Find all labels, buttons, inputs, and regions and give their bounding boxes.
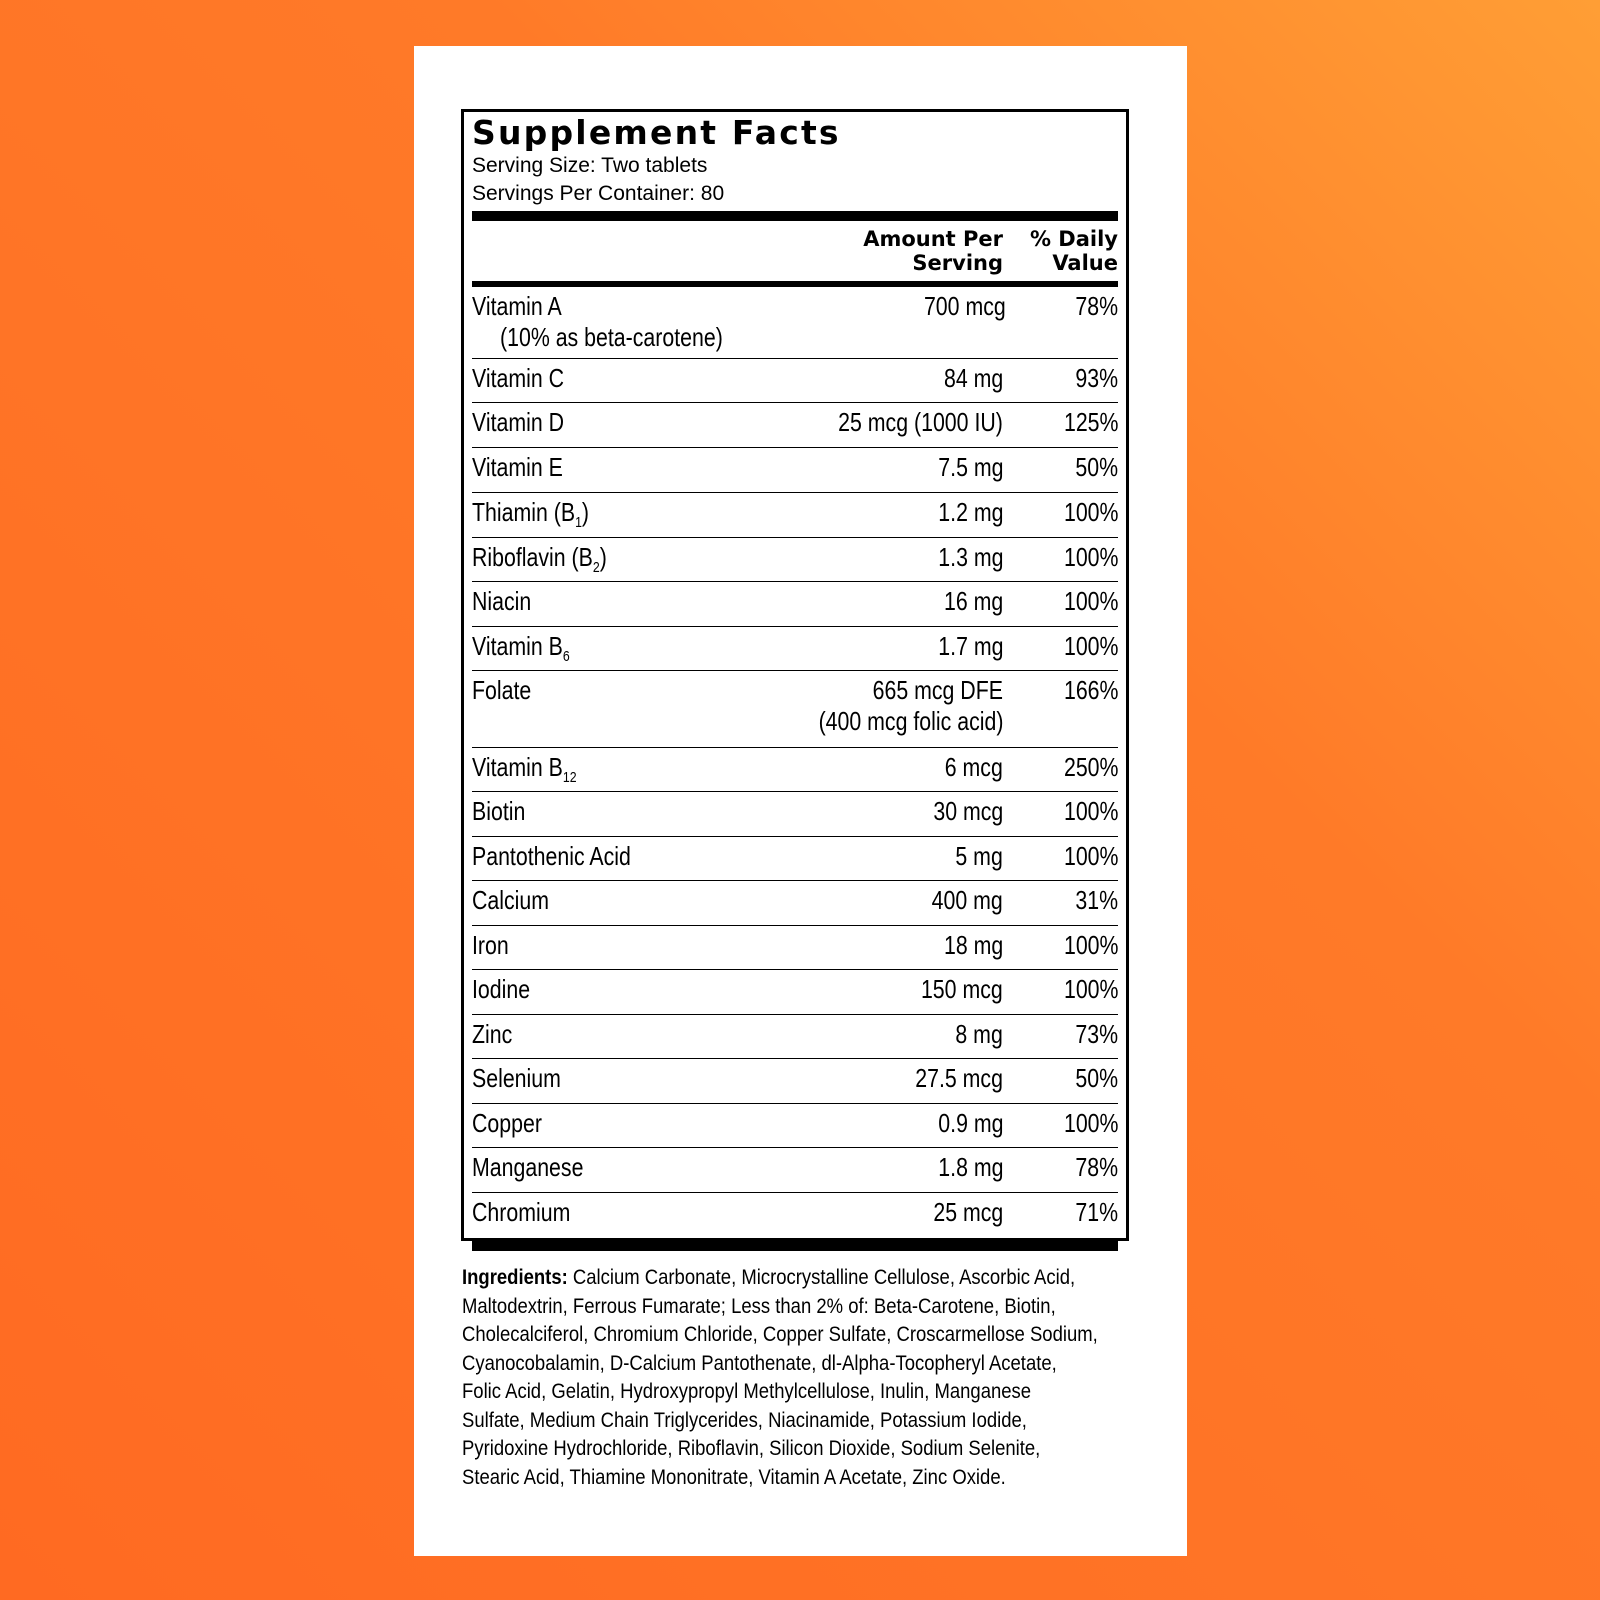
nutrient-name: Manganese (472, 1152, 584, 1182)
nutrient-name: Riboflavin $(B_2)$ (472, 542, 607, 577)
nutrient-name: Vitamin E (472, 452, 563, 482)
nutrient-row (472, 493, 1118, 538)
nutrient-amount: 665 mcg DFE (400 mcg folic acid) (818, 675, 1003, 736)
nutrient-amount: 16 mg (943, 586, 1003, 616)
subscript: 2 (592, 559, 600, 577)
nutrient-name: Folate (472, 675, 532, 705)
nutrient-amount: 25 mcg (1000 IU) (838, 407, 1003, 437)
nutrient-name: Vitamin D (472, 407, 565, 437)
nutrient-amount: 7.5 mg (937, 452, 1003, 482)
label-card (414, 46, 1187, 1556)
nutrient-amount: 8 mg (955, 1019, 1003, 1049)
nutrient-row (472, 287, 1118, 359)
subscript: 12 (562, 769, 577, 787)
nutrient-name: Selenium (472, 1063, 561, 1093)
nutrient-name: Vitamin C (472, 363, 565, 393)
nutrient-name: Vitamin A (10% as beta-carotene) (472, 291, 723, 352)
nutrient-name: Copper (472, 1108, 542, 1138)
nutrient-daily-value: 100% (1063, 930, 1118, 960)
divider-thick (472, 211, 1118, 221)
nutrient-row (472, 403, 1118, 448)
nutrient-row (472, 671, 1118, 748)
nutrient-row (472, 538, 1118, 582)
nutrient-amount: 18 mg (943, 930, 1003, 960)
nutrient-amount: 0.9 mg (937, 1108, 1003, 1138)
nutrient-daily-value: 78% (1075, 291, 1118, 321)
nutrient-daily-value: 125% (1063, 407, 1118, 437)
nutrient-name: Pantothenic Acid (472, 841, 631, 871)
nutrient-daily-value: 100% (1063, 974, 1118, 1004)
nutrient-row (472, 881, 1118, 926)
nutrient-note: (10% as beta-carotene) (500, 322, 723, 352)
amount-note: (400 mcg folic acid) (818, 706, 1003, 736)
nutrient-row (472, 926, 1118, 970)
daily-value-header: % Daily Value (1029, 227, 1118, 275)
divider-bottom (472, 1238, 1118, 1251)
ingredients-label: Ingredients: (462, 1266, 568, 1289)
nutrient-name: Calcium (472, 885, 550, 915)
panel-title: Supplement Facts (472, 113, 841, 152)
nutrient-daily-value: 100% (1063, 841, 1118, 871)
nutrient-row (472, 792, 1118, 837)
nutrient-row (472, 837, 1118, 881)
nutrient-row (472, 970, 1118, 1015)
nutrient-amount: 30 mcg (933, 796, 1003, 826)
nutrient-daily-value: 31% (1075, 885, 1118, 915)
nutrient-amount: 27.5 mcg (915, 1063, 1003, 1093)
nutrient-daily-value: 250% (1063, 752, 1118, 782)
nutrient-amount: 700 mcg (924, 291, 1006, 321)
nutrient-row (472, 1193, 1118, 1235)
nutrient-name: Zinc (472, 1019, 513, 1049)
nutrient-amount: 5 mg (955, 841, 1003, 871)
nutrient-daily-value: 100% (1063, 796, 1118, 826)
amount-per-serving-header: Amount Per Serving (863, 227, 1003, 275)
nutrient-daily-value: 50% (1075, 1063, 1118, 1093)
nutrient-amount: 400 mg (931, 885, 1003, 915)
nutrient-row (472, 582, 1118, 627)
nutrient-daily-value: 166% (1063, 675, 1118, 705)
nutrient-daily-value: 100% (1063, 542, 1118, 572)
nutrient-daily-value: 78% (1075, 1152, 1118, 1182)
nutrient-daily-value: 100% (1063, 631, 1118, 661)
nutrient-row (472, 1104, 1118, 1148)
nutrient-amount: 1.8 mg (937, 1152, 1003, 1182)
nutrient-name: Chromium (472, 1197, 571, 1227)
nutrient-name: Iodine (472, 974, 531, 1004)
nutrient-amount: 1.2 mg (937, 497, 1003, 527)
nutrient-amount: 1.3 mg (937, 542, 1003, 572)
nutrient-daily-value: 100% (1063, 497, 1118, 527)
nutrient-name: Vitamin $B_{12}$ (472, 752, 577, 787)
nutrient-daily-value: 50% (1075, 452, 1118, 482)
nutrient-amount: 1.7 mg (937, 631, 1003, 661)
nutrient-name: Biotin (472, 796, 526, 826)
nutrient-daily-value: 100% (1063, 1108, 1118, 1138)
nutrient-daily-value: 71% (1075, 1197, 1118, 1227)
nutrient-daily-value: 100% (1063, 586, 1118, 616)
nutrient-row (472, 448, 1118, 493)
nutrient-amount: 150 mcg (921, 974, 1003, 1004)
nutrient-amount: 25 mcg (933, 1197, 1003, 1227)
nutrient-daily-value: 93% (1075, 363, 1118, 393)
nutrient-name: Iron (472, 930, 509, 960)
nutrient-row (472, 748, 1118, 792)
ingredients-block (462, 1264, 1162, 1492)
ingredients-text: Calcium Carbonate, Microcrystalline Cellulose, Ascorbic Acid, Maltodextrin, Ferrous Fumarate; Less than 2% of: Beta-Carotene, Biotin, Cholecalciferol, Chromium Chloride, Copper Sulfate, Croscarmellose Sodium, Cyanocobalamin, D-Calcium Pantothenate, dl-Alpha-Tocopheryl Acetate, Folic Acid, Gelatin, Hydroxypropyl Methylcellulose, Inulin, Manganese Sulfate, Medium Chain Triglycerides, Niacinamide, Potassium Iodide, Pyridoxine Hydrochloride, Riboflavin, Silicon Dioxide, Sodium Selenite, Stearic Acid, Thiamine Mononitrate, Vitamin A Acetate, Zinc Oxide. (462, 1266, 1098, 1489)
servings-per-container: Servings Per Container: 80 (472, 182, 725, 205)
subscript: 1 (575, 514, 582, 532)
supplement-facts-panel (461, 109, 1129, 1241)
nutrient-table (472, 287, 1118, 1235)
nutrient-name: Niacin (472, 586, 532, 616)
nutrient-row (472, 627, 1118, 671)
subscript: 6 (562, 648, 570, 666)
nutrient-name: Thiamin $(B_1)$ (472, 497, 590, 532)
nutrient-row (472, 359, 1118, 403)
nutrient-row (472, 1148, 1118, 1193)
serving-size: Serving Size: Two tablets (472, 154, 708, 177)
nutrient-row (472, 1015, 1118, 1059)
nutrient-name: Vitamin $B_6$ (472, 631, 570, 666)
column-header (472, 221, 1118, 281)
nutrient-amount: 6 mcg (944, 752, 1003, 782)
nutrient-row (472, 1059, 1118, 1104)
nutrient-amount: 84 mg (943, 363, 1003, 393)
nutrient-daily-value: 73% (1075, 1019, 1118, 1049)
